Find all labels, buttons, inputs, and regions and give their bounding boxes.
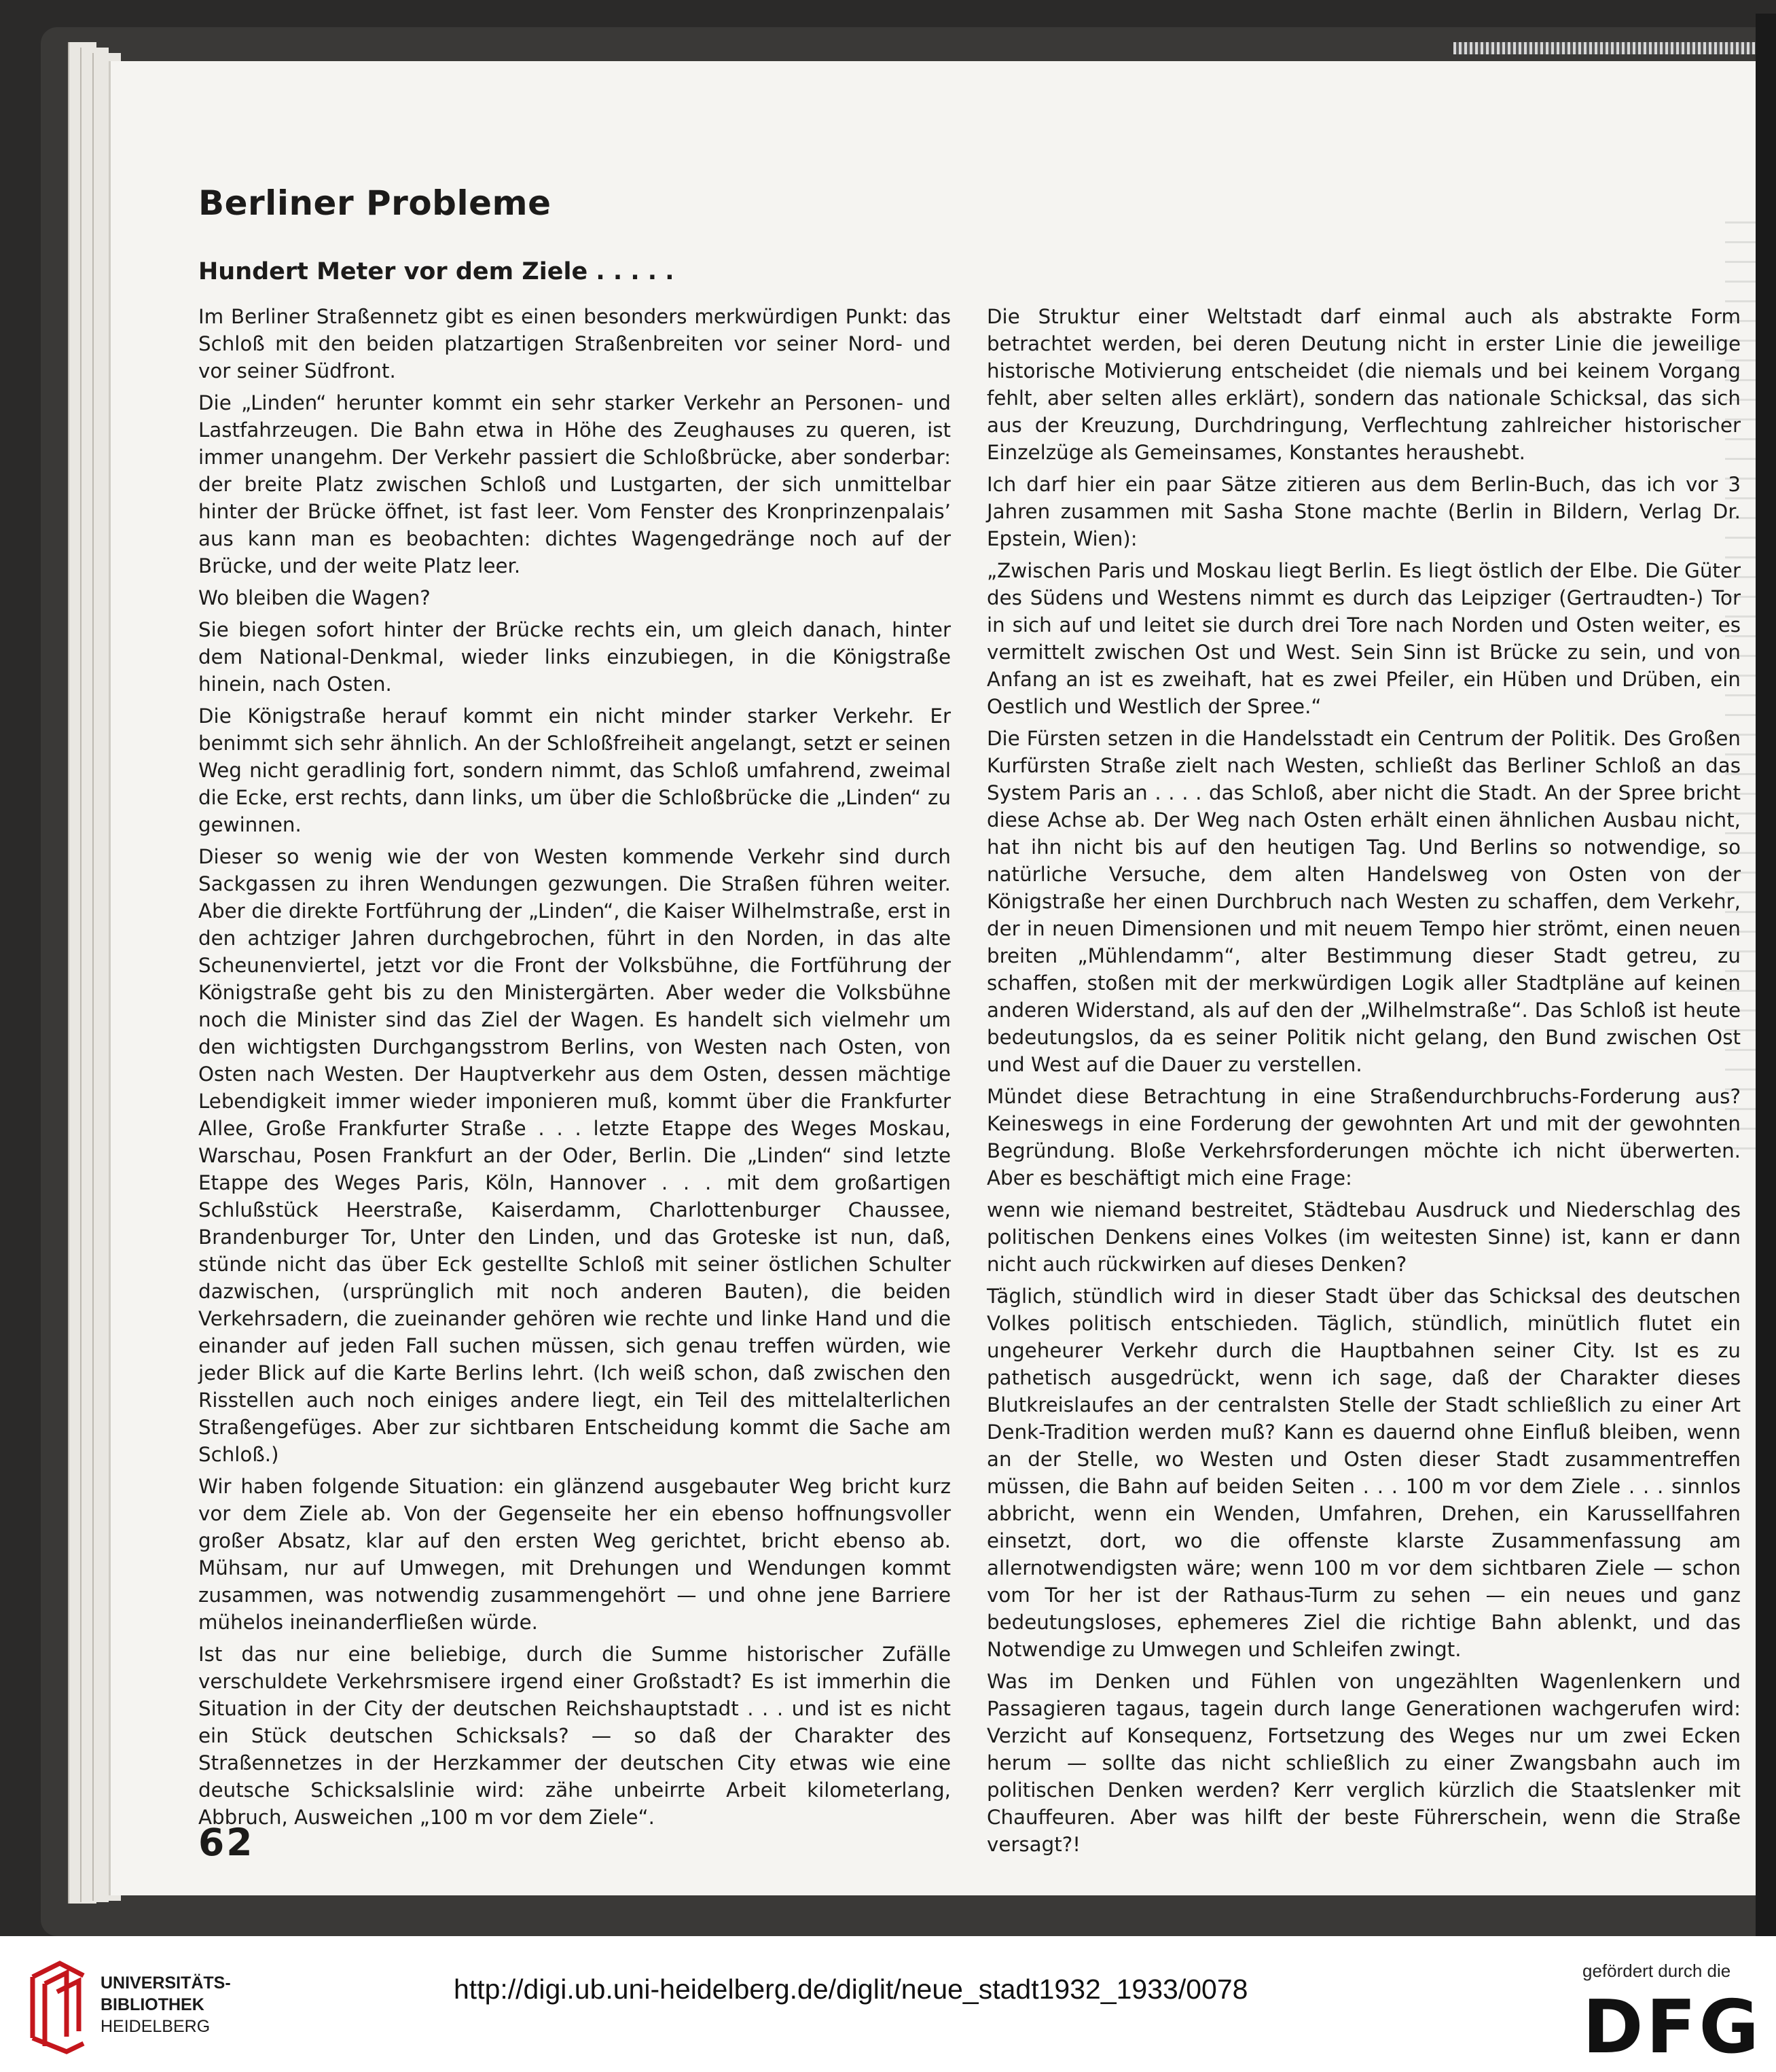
paragraph: Wir haben folgende Situation: ein glänzend ausgebauter Weg bricht kurz vor dem Ziele ab. Von der Gegenseite her ein ebenso hoffnungsvoller großer Absatz, klar auf den ersten Weg gerichtet, bricht ebenso ab. Mühsam, nur auf Umwegen, mit Drehungen und Wendungen kommt zusammen, was notwendig zusammengehört — und ohne jene Barriere mühelos ineinanderfließen würde. — [198, 1475, 951, 1634]
article-title: Berliner Probleme — [198, 183, 551, 223]
paragraph: Im Berliner Straßennetz gibt es einen besonders merkwürdigen Punkt: das Schloß mit den beiden platzartigen Straßenbreiten vor seiner Nord- und vor seiner Südfront. — [198, 305, 951, 382]
page-number: 62 — [198, 1821, 255, 1864]
left-text-column — [198, 303, 951, 1836]
funder-caption: gefördert durch die — [1582, 1961, 1731, 1981]
library-name[interactable] — [101, 1972, 231, 2037]
scan-right-edge — [1756, 14, 1776, 1936]
paragraph: Mündet diese Betrachtung in eine Straßendurchbruchs-Forderung aus? Keineswegs in eine Forderung der gewohnten Art und mit der gewohnten Begründung. Bloße Verkehrsforderungen möchte ich nicht überwerten. Aber es beschäftigt mich eine Frage: — [987, 1085, 1741, 1190]
permalink-url[interactable]: http://digi.ub.uni-heidelberg.de/diglit/neue_stadt1932_1933/0078 — [454, 1973, 1248, 2005]
paragraph: Die Königstraße herauf kommt ein nicht minder starker Verkehr. Er benimmt sich sehr ähnlich. An der Schloßfreiheit angelangt, setzt er seinen Weg nicht geradlinig fort, sondern nimmt, das Schloß umfahrend, zweimal die Ecke, erst rechts, dann links, um über die Schloßbrücke die „Linden“ zu gewinnen. — [198, 704, 951, 836]
paragraph: Sie biegen sofort hinter der Brücke rechts ein, um gleich danach, hinter dem National-Denkmal, wieder links einzubiegen, in die Königstraße hinein, nach Osten. — [198, 618, 951, 696]
library-name-line: HEIDELBERG — [101, 2017, 211, 2036]
dfg-logo[interactable]: DFG — [1582, 1985, 1762, 2070]
article-subtitle: Hundert Meter vor dem Ziele . . . . . — [198, 258, 674, 285]
paragraph: Die „Linden“ herunter kommt ein sehr starker Verkehr an Personen- und Lastfahrzeugen. Die Bahn etwa in Höhe des Zeughauses zu queren, ist immer unangehm. Der Verkehr passiert die Schloßbrücke, aber sonderbar: der breite Platz zwischen Schloß und Lustgarten, der sich unmittelbar hinter der Brücke öffnet, ist fast leer. Vom Fenster des Kronprinzenpalais’ aus kann man es beobachten: dichtes Wagengedränge noch auf der Brücke, und der weite Platz leer. — [198, 391, 951, 577]
quotation-paragraph: „Zwischen Paris und Moskau liegt Berlin. Es liegt östlich der Elbe. Die Güter des Südens und Westens nimmt es durch das Leipziger (Gertraudten-) Tor in sich auf und leitet sie durch drei Tore nach Norden und Osten weiter, es vermittelt zwischen Ost und West. Sein Sinn ist Brücke zu sein, und von Anfang an ist es zweihaft, hat es zwei Pfeiler, ein Hüben und Drüben, ein Oestlich und Westlich der Spree.“ — [987, 559, 1741, 718]
paragraph: Die Struktur einer Weltstadt darf einmal auch als abstrakte Form betrachtet werden, bei deren Deutung nicht in erster Linie die jeweilige historische Motivierung entscheidet (die niemals und bei keinem Vorgang fehlt, aber selten alles erklärt), sondern das nationale Schicksal, das sich aus der Kreuzung, Durchdringung, Verflechtung zahlreicher historischer Einzelzüge als Gemeinsames, Konstantes heraushebt. — [987, 305, 1741, 464]
library-name-line: UNIVERSITÄTS- — [101, 1973, 231, 1993]
paragraph: Ist das nur eine beliebige, durch die Summe historischer Zufälle verschuldete Verkehrsmisere irgend einer Großstadt? Es ist immerhin die Situation in der City der deutschen Reichshauptstadt . . . und ist es nicht ein Stück deutschen Schicksals? — so daß der Charakter des Straßennetzes in der Herzkammer der deutschen City etwas wie eine deutsche Schicksalslinie wird: zähe unbeirrte Arbeit kilometerlang, Abbruch, Ausweichen „100 m vor dem Ziele“. — [198, 1643, 951, 1829]
paragraph: Was im Denken und Fühlen von ungezählten Wagenlenkern und Passagieren tagaus, tagein durch lange Generationen wachgerufen wird: Verzicht auf Konsequenz, Fortsetzung des Weges nur um zwei Ecken herum — sollte das nicht schließlich zu einer Zwangsbahn auch im politischen Denken werden? Kerr verglich kürzlich die Staatslenker mit Chauffeuren. Aber was hilft der beste Führerschein, wenn die Straße versagt?! — [987, 1670, 1741, 1856]
paragraph: wenn wie niemand bestreitet, Städtebau Ausdruck und Niederschlag des politischen Denkens eines Volkes (im weitesten Sinne) ist, kann er dann nicht auch rückwirken auf dieses Denken? — [987, 1198, 1741, 1276]
paragraph: Ich darf hier ein paar Sätze zitieren aus dem Berlin-Buch, das ich vor 3 Jahren zusammen mit Sasha Stone machte (Berlin in Bildern, Verlag Dr. Epstein, Wien): — [987, 473, 1741, 550]
paragraph: Täglich, stündlich wird in dieser Stadt über das Schicksal des deutschen Volkes politisch entschieden. Täglich, stündlich, minütlich flutet ein ungeheurer Verkehr durch die Hauptbahnen seiner City. Ist es zu pathetisch ausgedrückt, wenn ich sage, daß der Charakter dieses Blutkreislaufes an der centralsten Stelle der Stadt schließlich zu einer Art Denk-Tradition werden muß? Kann es dauernd ohne Einfluß bleiben, wenn an der Stelle, wo Westen und Osten dieser Stadt zusammentreffen müssen, die Bahn auf beiden Seiten . . . 100 m vor dem Ziele . . . sinnlos abbricht, wenn ein Wenden, Umfahren, Drehen, ein Karussellfahren einsetzt, dort, wo die offenste klarste Zusammenfassung am allernotwendigsten wäre; wenn 100 m vor dem sichtbaren Ziele — schon vom Tor her ist der Rathaus-Turm zu sehen — ein neues und ganz bedeutungsloses, ephemeres Ziel die richtige Bahn ablenkt, und das Notwendige zu Umwegen und Schleifen zwingt. — [987, 1285, 1741, 1661]
library-name-line: BIBLIOTHEK — [101, 1995, 204, 2014]
right-text-column — [987, 303, 1741, 1863]
paragraph: Wo bleiben die Wagen? — [198, 586, 431, 609]
paragraph: Die Fürsten setzen in die Handelsstadt ein Centrum der Politik. Des Großen Kurfürsten Straße zielt nach Westen, schließt das Berliner Schloß an das System Paris an . . . . das Schloß, aber nicht die Stadt. An der Spree bricht diese Achse ab. Der Weg nach Osten erhält einen ähnlichen Ausbau nicht, hat ihn nicht bis auf den heutigen Tag. Und Berlins so notwendige, so natürliche Versuche, dem alten Handelsweg von Osten von der Königstraße her einen Durchbruch nach Westen zu schaffen, dem Verkehr, der in neuen Dimensionen und mit neuem Tempo hier strömt, einen neuen breiten „Mühlendamm“, alter Bestimmung dieser Stadt getreu, zu schaffen, stoßen mit der merkwürdigen Logik aller Stadtpläne auf keinen anderen Widerstand, als auf den der „Wilhelmstraße“. Das Schloß ist heute bedeutungslos, da es seiner Politik nicht gelang, den Bund zwischen Ost und West auf die Dauer zu verstellen. — [987, 727, 1741, 1076]
ub-heidelberg-logo-icon[interactable] — [19, 1957, 94, 2058]
color-calibration-strip — [1453, 42, 1776, 54]
paragraph: Dieser so wenig wie der von Westen kommende Verkehr sind durch Sackgassen zu ihren Wendungen gezwungen. Die Straßen führen weiter. Aber die direkte Fortführung der „Linden“, die Kaiser Wilhelmstraße, erst in den achtziger Jahren durchgebrochen, führt in den Norden, in das alte Scheunenviertel, jetzt vor die Front der Volksbühne, die Fortführung der Königstraße geht bis zu den Ministergärten. Aber weder die Volksbühne noch die Minister sind das Ziel der Wagen. Es handelt sich vielmehr um den wichtigsten Durchgangsstrom Berlins, von Westen nach Osten, von Osten nach Westen. Der Hauptverkehr aus dem Osten, dessen mächtige Lebendigkeit immer wieder imponieren muß, kommt über die Frankfurter Allee, Große Frankfurter Straße . . . letzte Etappe des Weges Moskau, Warschau, Posen Frankfurt an der Oder, Berlin. Die „Linden“ sind letzte Etappe des Weges Paris, Köln, Hannover . . . mit dem großartigen Schlußstück Heerstraße, Kaiserdamm, Charlottenburger Chaussee, Brandenburger Tor, Unter den Linden, und das Groteske ist nun, daß, stünde nicht das über Eck gestellte Schloß mit seiner östlichen Schulter dazwischen, (ursprünglich mit noch anderen Bauten), die beiden Verkehrsadern, die zueinander gehören wie rechte und linke Hand und die einander auf jeden Fall suchen müssen, sich genau treffen würden, wie jeder Blick auf die Karte Berlins lehrt. (Ich weiß schon, daß zwischen den Risstellen auch noch einiges andere liegt, ein Teil des mittelalterlichen Straßengefüges. Aber zur sichtbaren Entscheidung kommt die Sache am Schloß.) — [198, 845, 951, 1466]
